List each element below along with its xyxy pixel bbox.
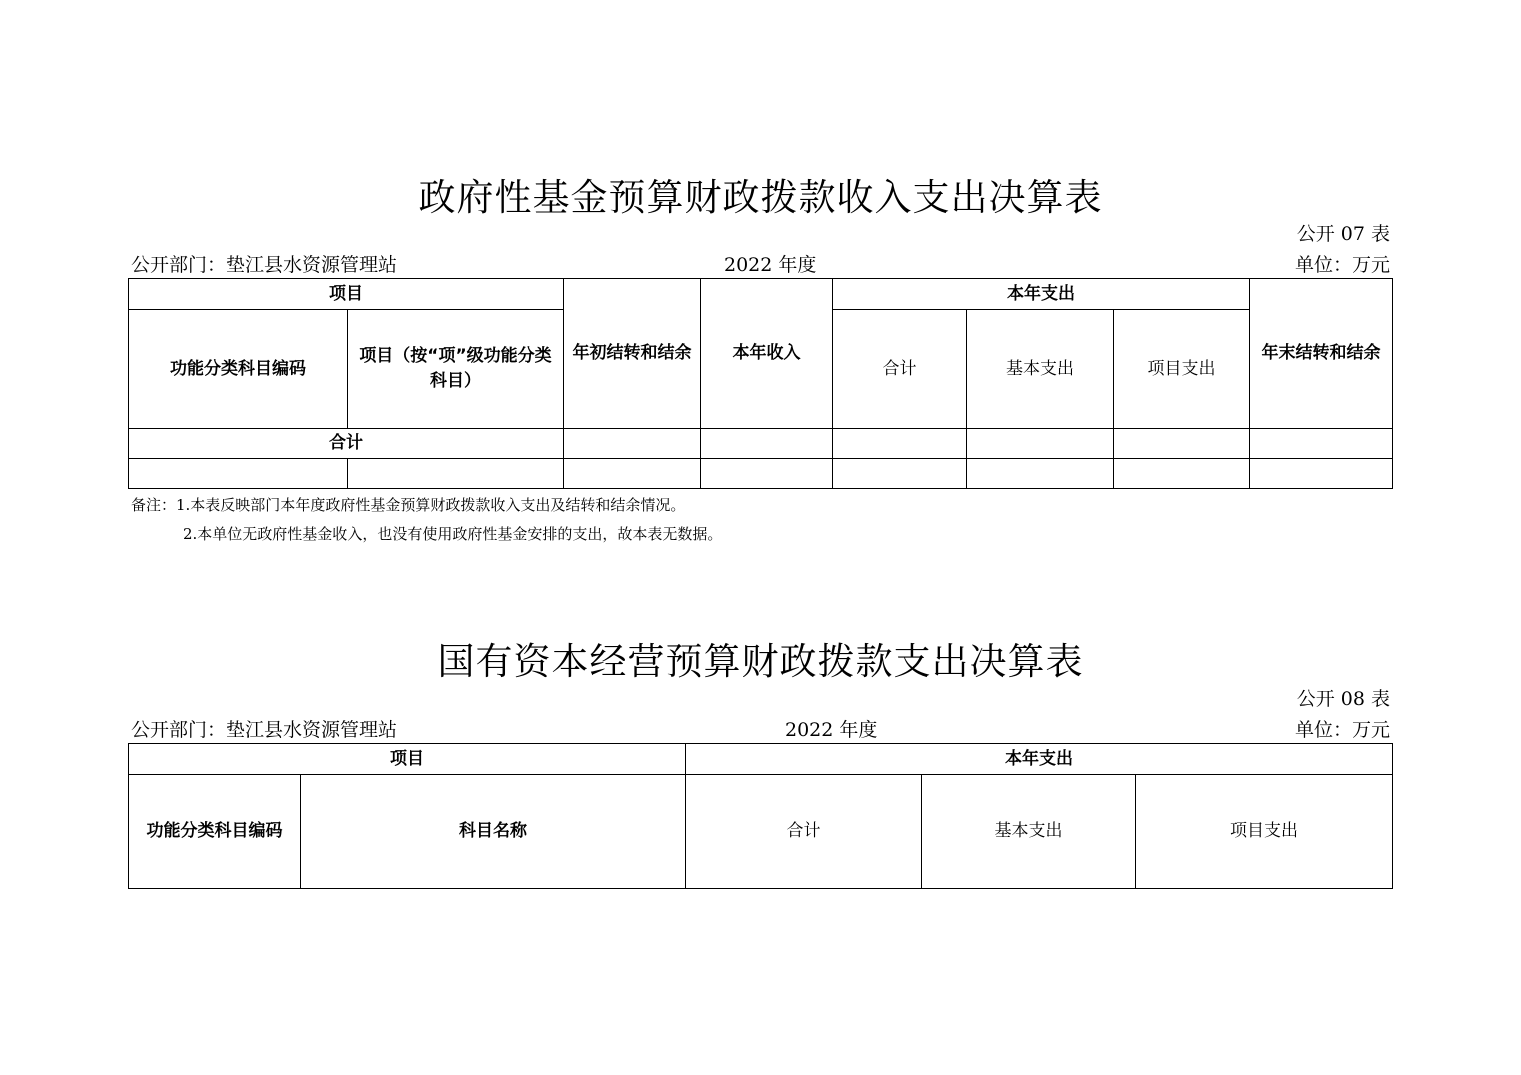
table-cell <box>967 459 1114 489</box>
table08-department: 公开部门：垫江县水资源管理站 <box>131 719 398 741</box>
header-code: 功能分类科目编码 <box>129 310 348 429</box>
header-project: 项目支出 <box>1114 310 1250 429</box>
header-item-by-level: 项目（按“项”级功能分类科目） <box>348 310 564 429</box>
table08-number: 公开 08 表 <box>1296 688 1390 710</box>
table-row <box>129 429 1393 459</box>
table-cell <box>833 459 967 489</box>
total-row-label: 合计 <box>129 429 564 459</box>
table07 <box>128 278 1393 489</box>
header-item: 项目 <box>129 744 686 775</box>
table08 <box>128 743 1393 889</box>
table-cell <box>833 429 967 459</box>
table-cell <box>1250 459 1393 489</box>
table08-year: 2022 年度 <box>785 719 878 741</box>
table07-note-1: 备注：1.本表反映部门本年度政府性基金预算财政拨款收入支出及结转和结余情况。 <box>131 496 686 514</box>
table-cell <box>564 429 701 459</box>
header-expense: 本年支出 <box>833 279 1250 310</box>
header-name: 科目名称 <box>301 775 686 889</box>
table-cell <box>348 459 564 489</box>
header-total: 合计 <box>686 775 922 889</box>
header-item: 项目 <box>129 279 564 310</box>
table08-unit: 单位：万元 <box>1294 719 1390 741</box>
table07-unit: 单位：万元 <box>1294 254 1390 276</box>
table-cell <box>701 429 833 459</box>
header-income: 本年收入 <box>701 279 833 429</box>
header-project: 项目支出 <box>1136 775 1393 889</box>
table-cell <box>1114 459 1250 489</box>
header-begin-balance: 年初结转和结余 <box>564 279 701 429</box>
table-cell <box>1250 429 1393 459</box>
table07-department: 公开部门：垫江县水资源管理站 <box>131 254 398 276</box>
table-cell <box>564 459 701 489</box>
header-expense: 本年支出 <box>686 744 1393 775</box>
table07-title: 政府性基金预算财政拨款收入支出决算表 <box>418 176 1103 219</box>
table07-year: 2022 年度 <box>724 254 817 276</box>
table07-number: 公开 07 表 <box>1296 223 1390 245</box>
header-basic: 基本支出 <box>922 775 1136 889</box>
header-code: 功能分类科目编码 <box>129 775 301 889</box>
table-row <box>129 459 1393 489</box>
table07-note-2: 2.本单位无政府性基金收入，也没有使用政府性基金安排的支出，故本表无数据。 <box>183 525 723 543</box>
table-cell <box>1114 429 1250 459</box>
table-cell <box>129 459 348 489</box>
header-end-balance: 年末结转和结余 <box>1250 279 1393 429</box>
header-basic: 基本支出 <box>967 310 1114 429</box>
header-total: 合计 <box>833 310 967 429</box>
table-cell <box>701 459 833 489</box>
table-cell <box>967 429 1114 459</box>
table08-title: 国有资本经营预算财政拨款支出决算表 <box>437 640 1084 683</box>
